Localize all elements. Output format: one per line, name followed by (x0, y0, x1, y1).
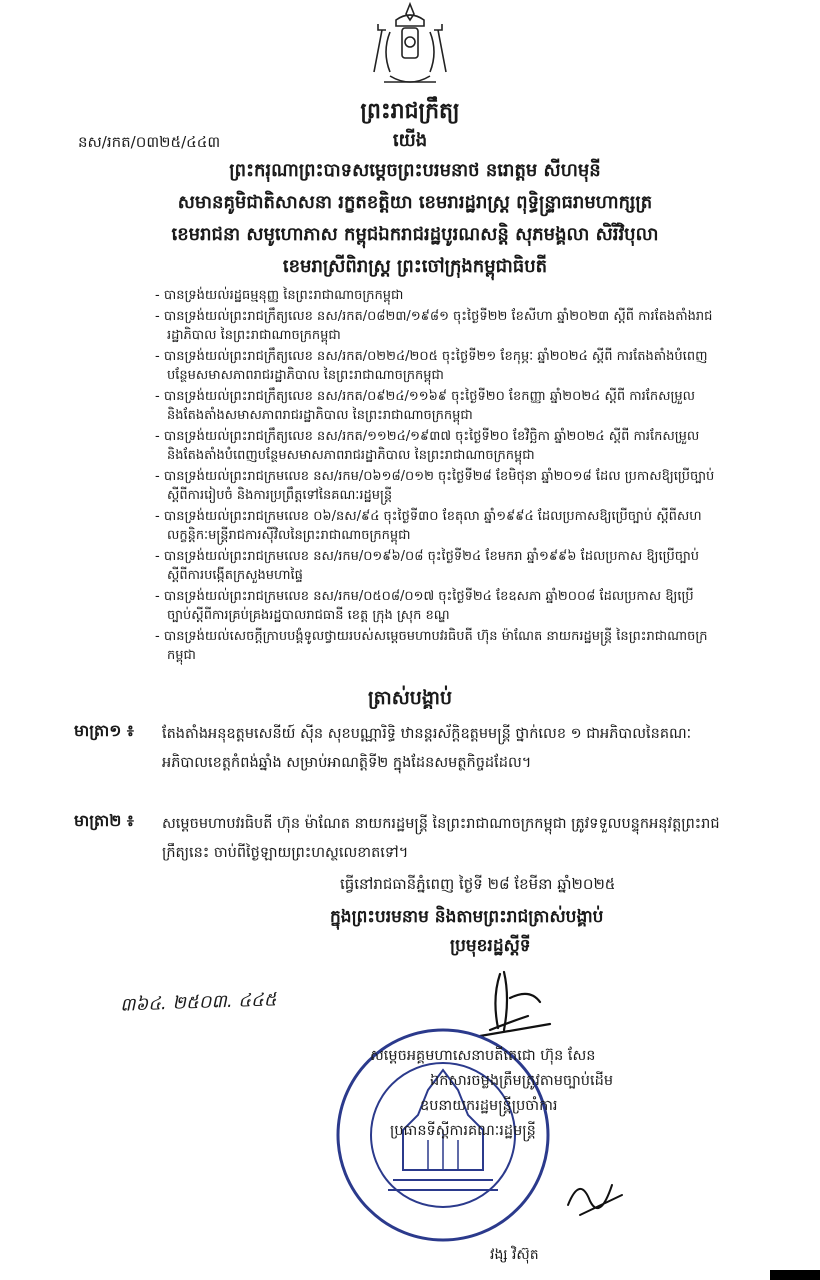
visa-item: - បានទ្រង់យល់ព្រះរាជក្រមលេខ នស/រកម/០៦១៨/០១២ ចុះថ្ងៃទី២៨ ខែមិថុនា ឆ្នាំ២០១៨ ដែល ប្រកាសឱ្យប្រើច្បាប់ស្តីពីការរៀបចំ និងការប្រព្រឹត្តទៅនៃគណៈរដ្ឋមន្ត្រី (155, 469, 715, 503)
sign-title: ប្រមុខរដ្ឋស្តីទី (450, 936, 531, 956)
signatory-line: ឧបនាយករដ្ឋមន្ត្រីប្រចាំការ (420, 1098, 558, 1114)
corner-mark (770, 1270, 820, 1280)
royal-title-line: ខេមរាស្រីពិរាស្ត្រ ព្រះចៅក្រុងកម្ពុជាធិបតី (282, 256, 548, 277)
visa-item: - បានទ្រង់យល់ព្រះរាជក្រឹត្យលេខ នស/រកត/០២២៤/២០៥ ចុះថ្ងៃទី២១ ខែកុម្ភៈ ឆ្នាំ២០២៤ ស្តីពី ការតែងតាំងបំពេញបន្ថែមសមាសភាពរាជរដ្ឋាភិបាល នៃព្រះរាជាណាចក្រកម្ពុជា (155, 349, 708, 383)
signatory-line: ប្រធានទីស្តីការគណៈរដ្ឋមន្ត្រី (390, 1123, 536, 1139)
royal-title-line: សមានគូមិជាតិសាសនា រក្ខតខត្តិយា ខេមរារដ្ឋរាស្ត្រ ពុទ្ធិន្ទ្រាធរាមហាក្សត្រ (177, 192, 653, 213)
signatory-line: ឯកសារចម្លងត្រឹមត្រូវតាមច្បាប់ដើម (430, 1073, 614, 1089)
sign-line: ក្នុងព្រះបរមនាម និងតាមព្រះរាជត្រាស់បង្គាប់ (330, 907, 604, 927)
date-line: ធ្វើនៅរាជធានីភ្នំពេញ ថ្ងៃទី ២៨ ខែមីនា ឆ្នាំ២០២៥ (340, 875, 616, 893)
visa-item: - បានទ្រង់យល់សេចក្តីក្រាបបង្គំទូលថ្វាយរបស់សម្តេចមហាបវរធិបតី ហ៊ុន ម៉ាណែត នាយករដ្ឋមន្ត្រី នៃព្រះរាជាណាចក្រកម្ពុជា (155, 629, 708, 663)
visa-item: - បានទ្រង់យល់ព្រះរាជក្រមលេខ ០៦/នស/៩៤ ចុះថ្ងៃទី៣០ ខែតុលា ឆ្នាំ១៩៩៤ ដែលប្រកាសឱ្យប្រើច្បាប់ ស្តីពីសហលក្ខន្តិកៈមន្ត្រីរាជការស៊ីវិលនៃព្រះរាជាណាចក្រកម្ពុជា (155, 509, 702, 543)
yeung-heading: យើង (392, 130, 428, 151)
royal-title-line: ព្រះករុណាព្រះបាទសម្តេចព្រះបរមនាថ នរោត្តម សីហមុនី (229, 160, 601, 181)
receipt-note: ៣៦៤. ២៥០៣. ៤៤៥ (119, 989, 277, 1016)
visa-item: - បានទ្រង់យល់រដ្ឋធម្មនុញ្ញ នៃព្រះរាជាណាចក្រកម្ពុជា (155, 288, 404, 303)
reference-number: នស/រកត/០៣២៥/៤៤៣ (78, 133, 221, 151)
article-label: មាត្រា២ ៖ (74, 811, 134, 830)
secondary-signature (560, 1165, 630, 1225)
royal-title-line: ខេមរាជនា សមូហោភាស កម្ពុជឯករាជរដ្ឋបូរណសន្តិ សុភមង្គលា សិរីវិបុលា (171, 224, 659, 245)
visa-item: - បានទ្រង់យល់ព្រះរាជក្រឹត្យលេខ នស/រកត/១១២៤/១៩៣៧ ចុះថ្ងៃទី២០ ខែវិច្ឆិកា ឆ្នាំ២០២៤ ស្តីពី ការកែសម្រួល និងតែងតាំងបំពេញបន្ថែមសមាសភាពរាជរដ្ឋាភិបាល នៃព្រះរាជាណាចក្រកម្ពុជា (155, 429, 700, 463)
document-title: ព្រះរាជក្រឹត្យ (360, 99, 460, 124)
visa-item: - បានទ្រង់យល់ព្រះរាជក្រមលេខ នស/រកម/០១៩៦/០៨ ចុះថ្ងៃទី២៤ ខែមករា ឆ្នាំ១៩៩៦ ដែលប្រកាស ឱ្យប្រើច្បាប់ស្តីពីការបង្កើតក្រសួងមហាផ្ទៃ (155, 549, 700, 583)
article-label: មាត្រា១ ៖ (74, 721, 134, 740)
visa-item: - បានទ្រង់យល់ព្រះរាជក្រឹត្យលេខ នស/រកត/០៩២៤/១១៦៩ ចុះថ្ងៃទី២០ ខែកញ្ញា ឆ្នាំ២០២៤ ស្តីពី ការកែសម្រួល និងតែងតាំងសមាសភាពរាជរដ្ឋាភិបាល នៃព្រះរាជាណាចក្រកម្ពុជា (155, 389, 696, 423)
royal-emblem-icon (360, 2, 460, 94)
article-text: តែងតាំងអនុឧត្តមសេនីយ៍ ស៊ីន សុខបណ្ណារិទ្ធិ ឋានន្តរស័ក្តិឧត្តមមន្ត្រី ថ្នាក់លេខ ១ ជាអភិបាលនៃគណៈអភិបាលខេត្តកំពង់ឆ្នាំង សម្រាប់អាណត្តិទី២ ក្នុងដែនសមត្ថកិច្ចដដែល។ (162, 726, 692, 771)
lower-name: វង្ស វិស៊ុត (490, 1247, 539, 1263)
signatory-block (370, 1044, 613, 1144)
article-text: សម្តេចមហាបវរធិបតី ហ៊ុន ម៉ាណែត នាយករដ្ឋមន្ត្រី នៃព្រះរាជាណាចក្រកម្ពុជា ត្រូវទទួលបន្ទុកអនុវត្តព្រះរាជក្រឹត្យនេះ ចាប់ពីថ្ងៃឡាយព្រះហស្ថលេខាតទៅ។ (162, 816, 720, 861)
signatory-line: សម្តេចអគ្គមហាសេនាបតីតេជោ ហ៊ុន សែន (370, 1048, 596, 1064)
visa-list (155, 286, 715, 667)
visa-item: - បានទ្រង់យល់ព្រះរាជក្រឹត្យលេខ នស/រកត/០៨២៣/១៩៨១ ចុះថ្ងៃទី២២ ខែសីហា ឆ្នាំ២០២៣ ស្តីពី ការតែងតាំងរាជរដ្ឋាភិបាល នៃព្រះរាជាណាចក្រកម្ពុជា (155, 309, 713, 343)
visa-item: - បានទ្រង់យល់ព្រះរាជក្រមលេខ នស/រកម/០៥០៨/០១៧ ចុះថ្ងៃទី២៤ ខែឧសភា ឆ្នាំ២០០៨ ដែលប្រកាស ឱ្យប្រើច្បាប់ស្តីពីការគ្រប់គ្រងរដ្ឋបាលរាជធានី ខេត្ត ក្រុង ស្រុក ខណ្ឌ (155, 589, 694, 623)
decree-heading: ត្រាស់បង្គាប់ (367, 687, 453, 709)
